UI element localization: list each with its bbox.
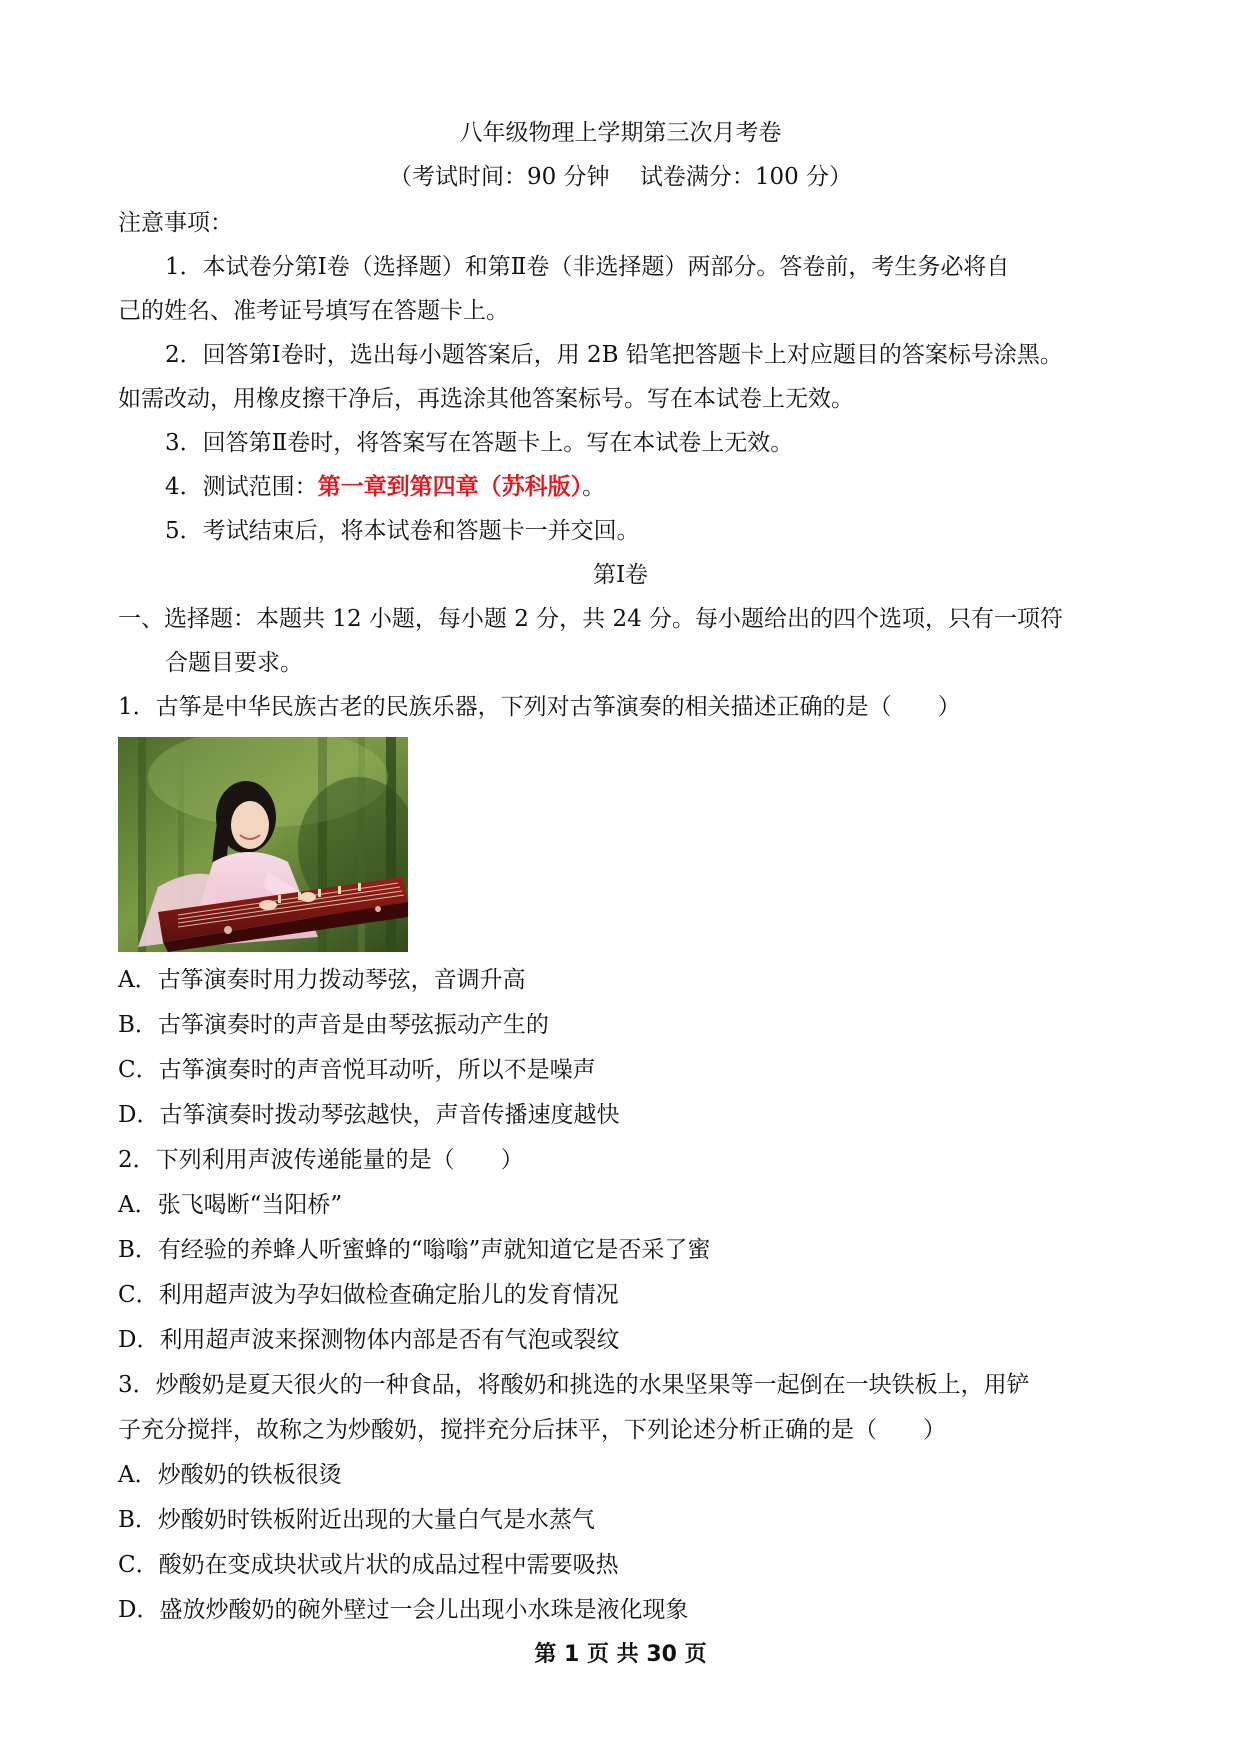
notice-heading: 注意事项： — [118, 210, 233, 236]
question-1-option-c: C．古筝演奏时的声音悦耳动听，所以不是噪声 — [118, 1057, 596, 1083]
notice-item-4 — [165, 472, 605, 502]
notice-item-5: 5．考试结束后，将本试卷和答题卡一并交回。 — [165, 518, 640, 544]
question-3-option-d: D．盛放炒酸奶的碗外壁过一会儿出现小水珠是液化现象 — [118, 1597, 689, 1623]
question-3-option-b: B．炒酸奶时铁板附近出现的大量白气是水蒸气 — [118, 1507, 595, 1533]
notice-item-4-prefix: 4．测试范围： — [165, 474, 318, 500]
question-3-stem-line-2: 子充分搅拌，故称之为炒酸奶，搅拌充分后抹平，下列论述分析正确的是（ ） — [118, 1417, 946, 1443]
notice-item-1-line-2: 己的姓名、准考证号填写在答题卡上。 — [118, 298, 509, 324]
guzheng-player-photo — [118, 737, 408, 952]
question-2-option-a: A．张飞喝断“当阳桥” — [118, 1192, 343, 1218]
question-3-stem-line-1: 3．炒酸奶是夏天很火的一种食品，将酸奶和挑选的水果坚果等一起倒在一块铁板上，用铲 — [118, 1372, 1030, 1398]
question-3-option-c: C．酸奶在变成块状或片状的成品过程中需要吸热 — [118, 1552, 619, 1578]
test-scope: 第一章到第四章（苏科版） — [317, 473, 583, 500]
question-2-option-c: C．利用超声波为孕妇做检查确定胎儿的发育情况 — [118, 1282, 619, 1308]
question-2-stem: 2．下列利用声波传递能量的是（ ） — [118, 1147, 524, 1173]
question-3-option-a: A．炒酸奶的铁板很烫 — [118, 1462, 342, 1488]
exam-subtitle: （考试时间：90 分钟 试卷满分：100 分） — [388, 164, 853, 190]
question-1-option-d: D．古筝演奏时拨动琴弦越快，声音传播速度越快 — [118, 1102, 620, 1128]
question-1-option-a: A．古筝演奏时用力拨动琴弦，音调升高 — [118, 967, 526, 993]
notice-item-3: 3．回答第Ⅱ卷时，将答案写在答题卡上。写在本试卷上无效。 — [165, 430, 794, 456]
notice-item-2-line-2: 如需改动，用橡皮擦干净后，再选涂其他答案标号。写在本试卷上无效。 — [118, 386, 854, 412]
notice-item-4-suffix: 。 — [582, 474, 606, 500]
part-1-instructions-line-2: 合题目要求。 — [165, 650, 303, 676]
notice-item-2-line-1: 2．回答第Ⅰ卷时，选出每小题答案后，用 2B 铅笔把答题卡上对应题目的答案标号涂黑。 — [165, 342, 1063, 368]
exam-title: 八年级物理上学期第三次月考卷 — [459, 120, 782, 146]
volume-title: 第Ⅰ卷 — [592, 562, 649, 588]
question-2-option-b: B．有经验的养蜂人听蜜蜂的“嗡嗡”声就知道它是否采了蜜 — [118, 1237, 711, 1263]
part-1-instructions-line-1: 一、选择题：本题共 12 小题，每小题 2 分，共 24 分。每小题给出的四个选项，只有一项符 — [118, 606, 1064, 632]
question-2-option-d: D．利用超声波来探测物体内部是否有气泡或裂纹 — [118, 1327, 620, 1353]
page-number: 第 1 页 共 30 页 — [534, 1642, 707, 1667]
notice-item-1-line-1: 1．本试卷分第Ⅰ卷（选择题）和第Ⅱ卷（非选择题）两部分。答卷前，考生务必将自 — [165, 254, 1010, 280]
question-1-option-b: B．古筝演奏时的声音是由琴弦振动产生的 — [118, 1012, 549, 1038]
question-1-stem: 1．古筝是中华民族古老的民族乐器，下列对古筝演奏的相关描述正确的是（ ） — [118, 694, 961, 720]
